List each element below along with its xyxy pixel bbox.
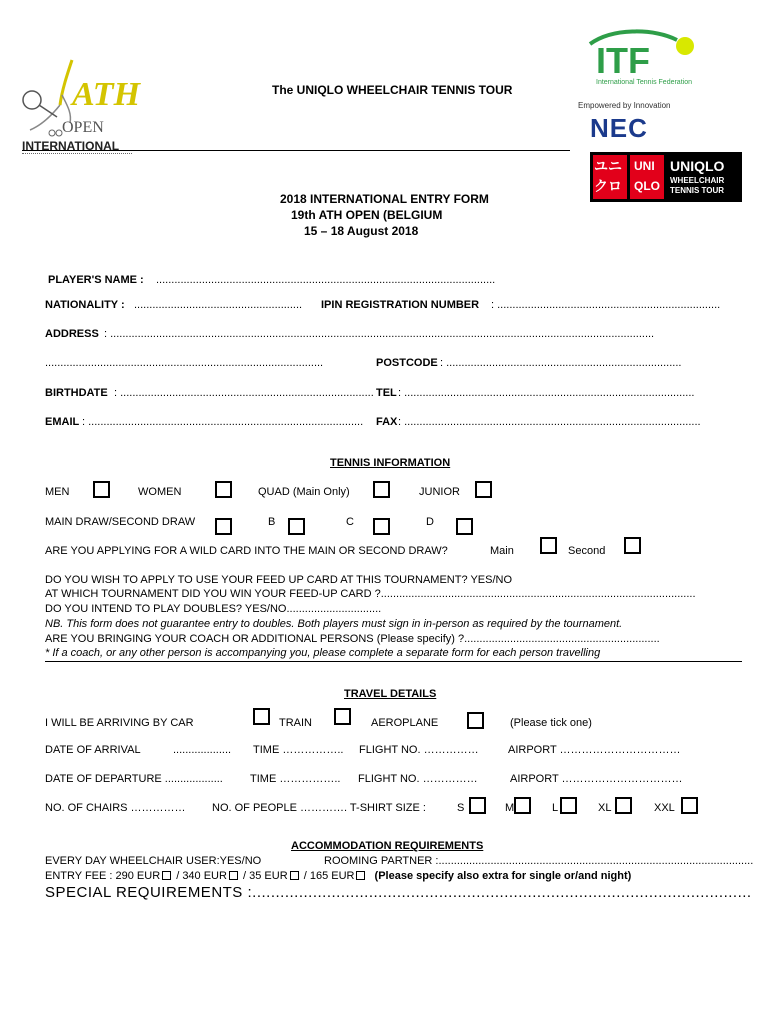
main-draw-checkbox[interactable] (215, 518, 232, 535)
fee-note: (Please specify also extra for single or/and night) (374, 870, 632, 882)
fee-35-checkbox[interactable] (290, 871, 299, 880)
logo-subline (22, 153, 132, 157)
entry-fee-35: / 35 EUR (243, 870, 288, 882)
itf-name: ITF (596, 40, 650, 81)
players-name-label: PLAYER'S NAME : (48, 274, 144, 286)
special-requirements-field[interactable]: SPECIAL REQUIREMENTS :........................................................................................................... (45, 884, 752, 901)
chairs-field[interactable]: NO. OF CHAIRS …………… (45, 802, 186, 814)
open-logo-text: OPEN (62, 119, 104, 136)
main-draw-label: MAIN DRAW/SECOND DRAW (45, 516, 196, 528)
uniqlo-en-2: QLO (634, 179, 660, 193)
uniqlo-word: UNIQLO (670, 158, 725, 174)
draw-d-label: D (426, 516, 434, 528)
wild-card-second-label: Second (568, 545, 606, 557)
tshirt-xxl-checkbox[interactable] (681, 797, 698, 814)
address-label: ADDRESS (45, 328, 99, 340)
tel-field[interactable]: : ............................................................................................... (398, 387, 695, 399)
wheelchair-user-question[interactable]: EVERY DAY WHEELCHAIR USER:YES/NO (45, 855, 262, 867)
tshirt-xxl-label: XXL (654, 802, 675, 814)
car-checkbox[interactable] (253, 708, 270, 725)
people-field[interactable]: NO. OF PEOPLE …………. T-SHIRT SIZE : (212, 802, 426, 814)
event-name: 19th ATH OPEN (BELGIUM (291, 208, 443, 222)
tshirt-xl-checkbox[interactable] (615, 797, 632, 814)
arriving-by-label: I WILL BE ARRIVING BY CAR (45, 717, 194, 729)
entry-fee-165: / 165 EUR (303, 870, 355, 882)
birthdate-field[interactable]: : ................................................................................... (114, 387, 374, 399)
nec-tagline: Empowered by Innovation (578, 101, 671, 110)
email-label: EMAIL (45, 416, 80, 428)
time-departure-field[interactable]: TIME …………….. (250, 773, 341, 785)
date-departure-field[interactable]: DATE OF DEPARTURE ................... (45, 773, 223, 785)
draw-b-label: B (268, 516, 276, 528)
address-line2-field[interactable]: ........................................................................................... (45, 357, 324, 369)
tick-note: (Please tick one) (510, 717, 592, 729)
men-label: MEN (45, 486, 70, 498)
tennis-section-title: TENNIS INFORMATION (330, 457, 451, 469)
flight-departure-field[interactable]: FLIGHT NO. …………… (358, 773, 478, 785)
entry-fee-line (45, 870, 631, 883)
travel-section-title: TRAVEL DETAILS (344, 688, 437, 700)
fax-label: FAX (376, 416, 398, 428)
junior-label: JUNIOR (419, 486, 460, 498)
date-arrival-label: DATE OF ARRIVAL (45, 744, 141, 756)
time-arrival-field[interactable]: TIME …………….. (253, 744, 344, 756)
draw-c-label: C (346, 516, 354, 528)
ipin-label: IPIN REGISTRATION NUMBER (321, 299, 480, 311)
fee-165-checkbox[interactable] (356, 871, 365, 880)
entry-fee-340: / 340 EUR (176, 870, 227, 882)
quad-label: QUAD (Main Only) (258, 486, 350, 498)
header-rule (22, 150, 570, 151)
draw-b-checkbox[interactable] (288, 518, 305, 535)
wild-card-second-checkbox[interactable] (624, 537, 641, 554)
fax-field[interactable]: : ................................................................................................. (398, 416, 701, 428)
event-dates: 15 – 18 August 2018 (304, 224, 419, 238)
email-field[interactable]: : .......................................................................................... (82, 416, 364, 428)
tennis-section-rule (45, 661, 742, 662)
tshirt-s-checkbox[interactable] (469, 797, 486, 814)
tour-title: The UNIQLO WHEELCHAIR TENNIS TOUR (272, 83, 513, 97)
uniqlo-sub-1: WHEELCHAIR (670, 176, 725, 185)
rooming-partner-field[interactable]: ROOMING PARTNER :....................................................................................................... (324, 855, 754, 867)
nationality-field[interactable]: ....................................................... (134, 299, 303, 311)
feed-up-question[interactable]: DO YOU WISH TO APPLY TO USE YOUR FEED UP CARD AT THIS TOURNAMENT? YES/NO (45, 574, 513, 586)
fee-290-checkbox[interactable] (162, 871, 171, 880)
aeroplane-checkbox[interactable] (467, 712, 484, 729)
date-arrival-field[interactable]: ................... (173, 744, 232, 756)
itf-logo (582, 28, 702, 90)
tel-label: TEL (376, 387, 397, 399)
draw-c-checkbox[interactable] (373, 518, 390, 535)
tshirt-m-label: M (505, 802, 515, 814)
train-label: TRAIN (279, 717, 312, 729)
wild-card-main-label: Main (490, 545, 514, 557)
birthdate-label: BIRTHDATE (45, 387, 108, 399)
postcode-field[interactable]: : ............................................................................. (440, 357, 682, 369)
uniqlo-logo (590, 152, 742, 202)
women-checkbox[interactable] (215, 481, 232, 498)
draw-d-checkbox[interactable] (456, 518, 473, 535)
itf-subtitle: International Tennis Federation (596, 79, 692, 86)
wild-card-question: ARE YOU APPLYING FOR A WILD CARD INTO THE MAIN OR SECOND DRAW? (45, 545, 448, 557)
doubles-question[interactable]: DO YOU INTEND TO PLAY DOUBLES? YES/NO............................... (45, 603, 382, 615)
ath-open-logo (22, 55, 141, 160)
postcode-label: POSTCODE (376, 357, 438, 369)
ipin-field[interactable]: : ......................................................................... (491, 299, 721, 311)
tshirt-xl-label: XL (598, 802, 612, 814)
nec-logo: NEC (590, 113, 648, 143)
uniqlo-jp-2: クロ (594, 178, 622, 194)
players-name-field[interactable]: ............................................................................................................... (156, 274, 496, 286)
tshirt-l-checkbox[interactable] (560, 797, 577, 814)
entry-fee-290: ENTRY FEE : 290 EUR (45, 870, 161, 882)
junior-checkbox[interactable] (475, 481, 492, 498)
wild-card-main-checkbox[interactable] (540, 537, 557, 554)
coach-note: * If a coach, or any other person is accompanying you, please complete a separate form for each person travelling (45, 647, 601, 659)
feed-up-tournament-field[interactable]: AT WHICH TOURNAMENT DID YOU WIN YOUR FEED-UP CARD ?....................................................................................................... (45, 588, 696, 600)
airport-arrival-field[interactable]: AIRPORT …………………………… (508, 744, 681, 756)
doubles-note: NB. This form does not guarantee entry to doubles. Both players must sign in in-person as required by the tournament. (45, 618, 623, 630)
tshirt-s-label: S (457, 802, 465, 814)
nationality-label: NATIONALITY : (45, 299, 125, 311)
international-logo-text: INTERNATIONAL (22, 139, 120, 153)
uniqlo-en-1: UNI (634, 159, 655, 173)
uniqlo-jp-1: ユニ (594, 158, 622, 174)
fee-340-checkbox[interactable] (229, 871, 238, 880)
airport-departure-field[interactable]: AIRPORT …………………………… (510, 773, 683, 785)
men-checkbox[interactable] (93, 481, 110, 498)
ath-logo-text: ATH (72, 76, 141, 113)
form-title: 2018 INTERNATIONAL ENTRY FORM (280, 192, 489, 206)
address-field[interactable]: : .................................................................................................................................................................................. (104, 328, 655, 340)
quad-checkbox[interactable] (373, 481, 390, 498)
flight-arrival-field[interactable]: FLIGHT NO. …………… (359, 744, 479, 756)
uniqlo-sub-2: TENNIS TOUR (670, 186, 725, 195)
tshirt-m-checkbox[interactable] (514, 797, 531, 814)
women-label: WOMEN (138, 486, 182, 498)
train-checkbox[interactable] (334, 708, 351, 725)
coach-question[interactable]: ARE YOU BRINGING YOUR COACH OR ADDITIONAL PERSONS (Please specify) ?................................................................ (45, 633, 660, 645)
tshirt-l-label: L (552, 802, 559, 814)
aeroplane-label: AEROPLANE (371, 717, 439, 729)
accommodation-section-title: ACCOMMODATION REQUIREMENTS (291, 840, 484, 852)
